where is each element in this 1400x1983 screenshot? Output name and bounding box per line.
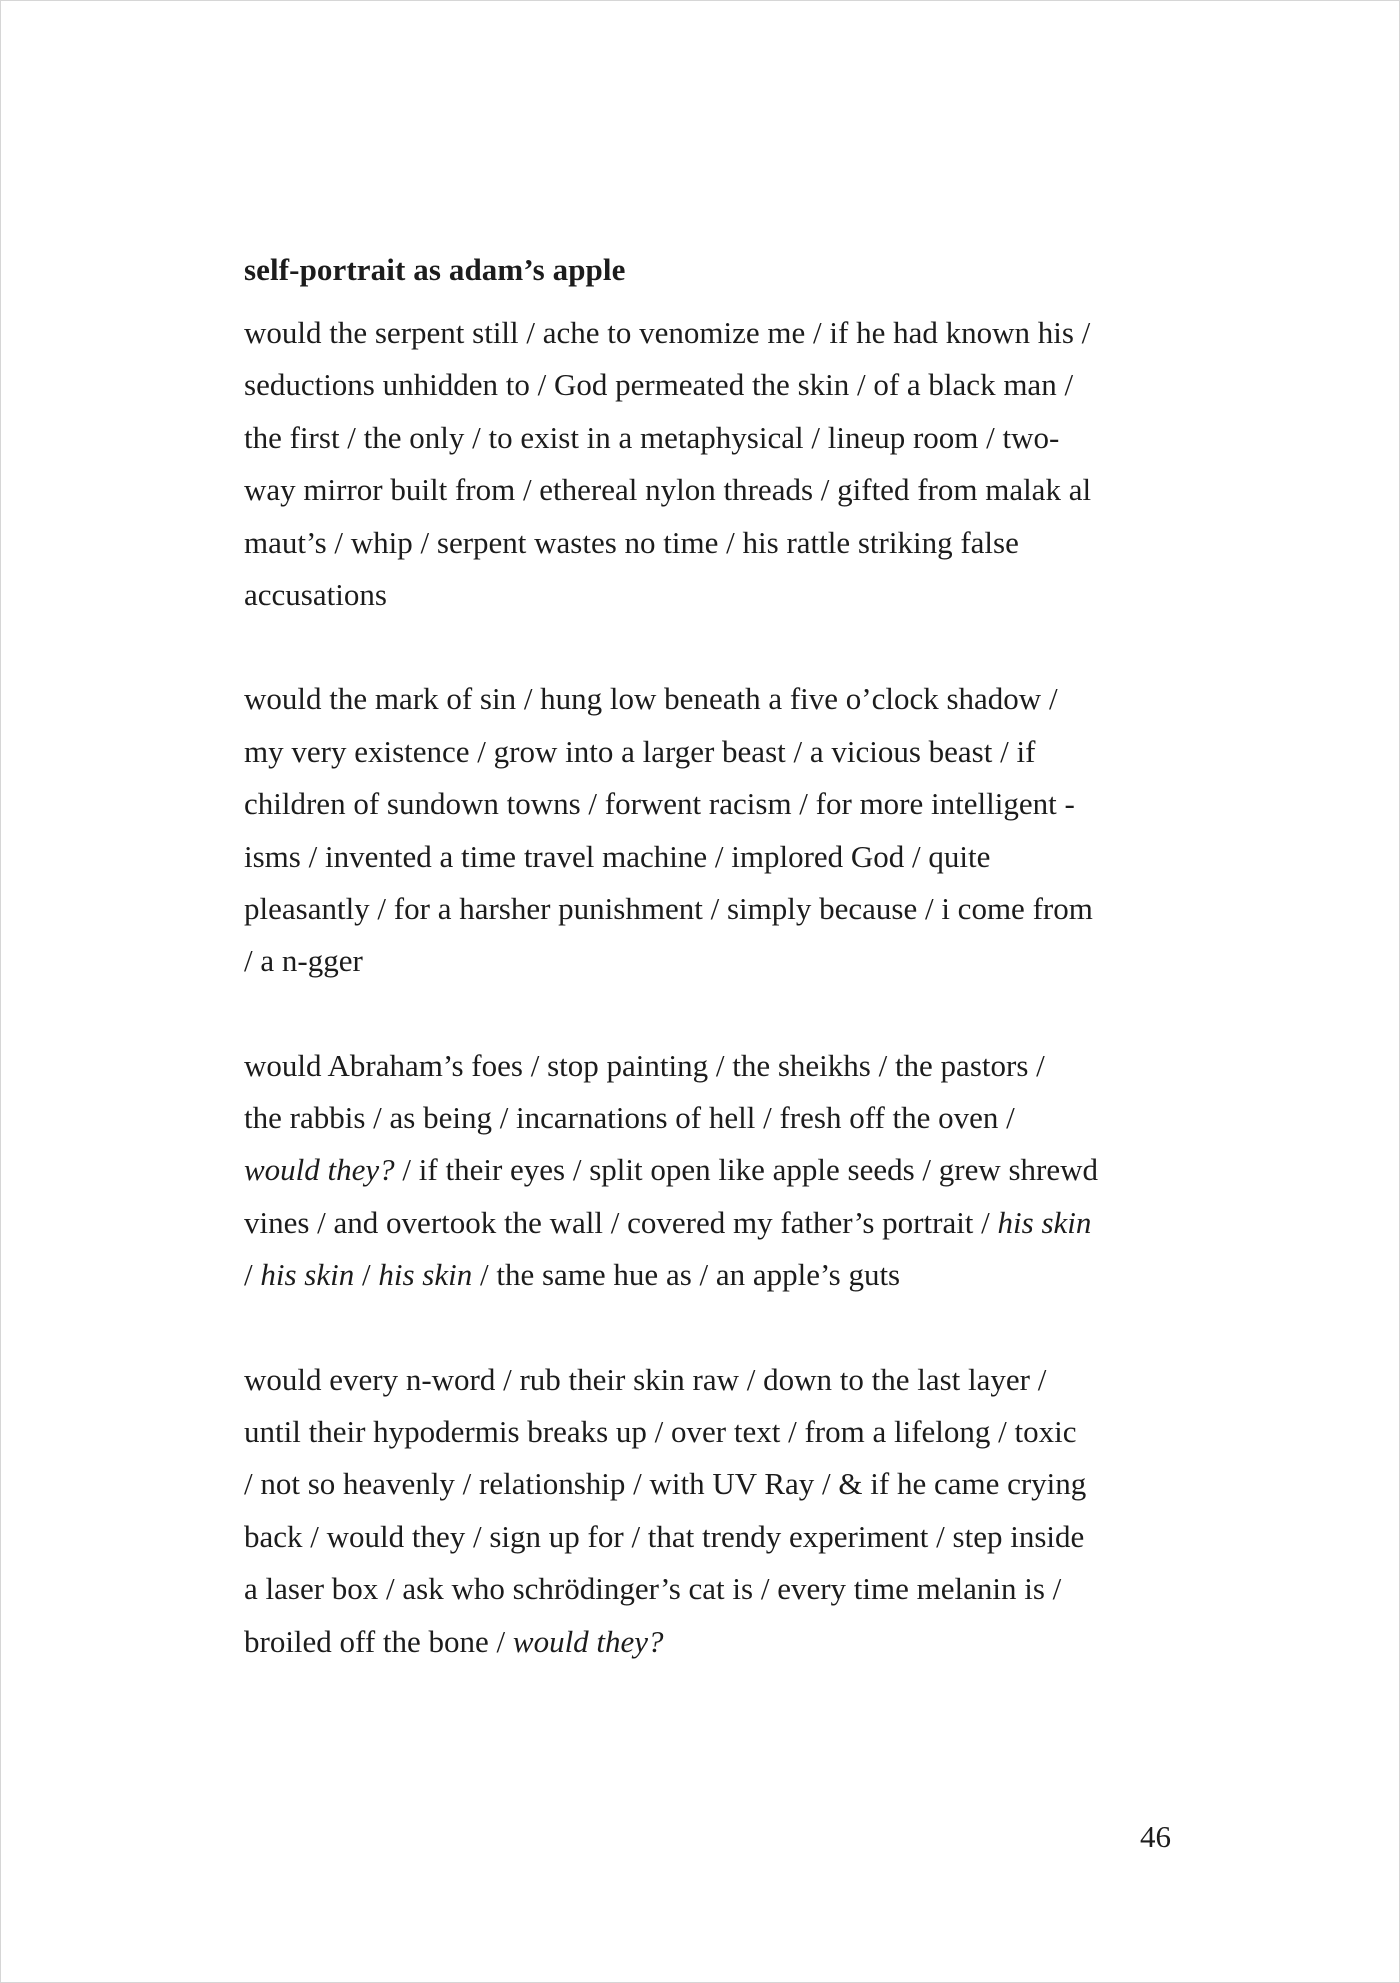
line-text: back / would they / sign up for / that trendy experiment / step inside [244, 1518, 1085, 1554]
poem-line [244, 673, 1184, 725]
poem-body [244, 307, 1184, 1668]
poem-line [244, 726, 1184, 778]
poem-line [244, 1406, 1184, 1458]
italic-text: would they? [244, 1152, 395, 1188]
stanza-2 [244, 673, 1184, 987]
italic-text: would they? [512, 1623, 664, 1659]
poem-line [244, 1197, 1184, 1249]
line-text: the first / the only / to exist in a metaphysical / lineup room / two- [244, 419, 1060, 455]
poem-line [244, 1616, 1184, 1668]
poem-line [244, 935, 1184, 987]
line-text: / [244, 1257, 261, 1293]
line-text: isms / invented a time travel machine / implored God / quite [244, 838, 991, 874]
line-text: vines / and overtook the wall / covered my father’s portrait / [244, 1204, 998, 1240]
poem-line [244, 1249, 1184, 1301]
poem-line [244, 307, 1184, 359]
poem-line [244, 831, 1184, 883]
italic-text: his skin [378, 1257, 473, 1293]
page-number: 46 [1140, 1819, 1171, 1854]
stanza-3 [244, 1040, 1184, 1302]
poem-title: self-portrait as adam’s apple [244, 252, 626, 287]
poem-line [244, 359, 1184, 411]
poem-line [244, 517, 1184, 569]
stanza-4 [244, 1354, 1184, 1668]
line-text: broiled off the bone / [244, 1623, 513, 1659]
poem-line [244, 1144, 1184, 1196]
line-text: seductions unhidden to / God permeated the skin / of a black man / [244, 367, 1074, 403]
poem-line [244, 412, 1184, 464]
line-text: would Abraham’s foes / stop painting / the sheikhs / the pastors / [244, 1047, 1045, 1083]
line-text: until their hypodermis breaks up / over text / from a lifelong / toxic [244, 1414, 1077, 1450]
italic-text: his skin [260, 1257, 355, 1293]
line-text: accusations [244, 576, 387, 612]
line-text: a laser box / ask who schrödinger’s cat is / every time melanin is / [244, 1571, 1062, 1607]
italic-text: his skin [997, 1204, 1092, 1240]
stanza-break [244, 1302, 1184, 1354]
line-text: the rabbis / as being / incarnations of hell / fresh off the oven / [244, 1100, 1015, 1136]
poem-line [244, 1511, 1184, 1563]
line-text: pleasantly / for a harsher punishment / simply because / i come from [244, 890, 1093, 926]
poem-line [244, 1040, 1184, 1092]
line-text: / a n-gger [244, 943, 363, 979]
poem [244, 241, 1184, 1668]
line-text: my very existence / grow into a larger beast / a vicious beast / if [244, 733, 1036, 769]
line-text: would every n-word / rub their skin raw / down to the last layer / [244, 1361, 1047, 1397]
poem-line [244, 1458, 1184, 1510]
stanza-1 [244, 307, 1184, 621]
poem-line [244, 464, 1184, 516]
line-text: / [354, 1257, 379, 1293]
poem-line [244, 1563, 1184, 1615]
poem-line [244, 778, 1184, 830]
poem-line [244, 1092, 1184, 1144]
line-text: / the same hue as / an apple’s guts [472, 1257, 901, 1293]
line-text: way mirror built from / ethereal nylon threads / gifted from malak al [244, 472, 1092, 508]
stanza-break [244, 988, 1184, 1040]
line-text: would the mark of sin / hung low beneath a five o’clock shadow / [244, 681, 1058, 717]
line-text: / if their eyes / split open like apple seeds / grew shrewd [394, 1152, 1099, 1188]
line-text: children of sundown towns / forwent racism / for more intelligent - [244, 786, 1075, 822]
poem-line [244, 569, 1184, 621]
line-text: / not so heavenly / relationship / with UV Ray / & if he came crying [244, 1466, 1087, 1502]
line-text: would the serpent still / ache to venomize me / if he had known his / [244, 315, 1091, 350]
line-text: maut’s / whip / serpent wastes no time / his rattle striking false [244, 524, 1019, 560]
poem-line [244, 883, 1184, 935]
poem-line [244, 1354, 1184, 1406]
stanza-break [244, 621, 1184, 673]
